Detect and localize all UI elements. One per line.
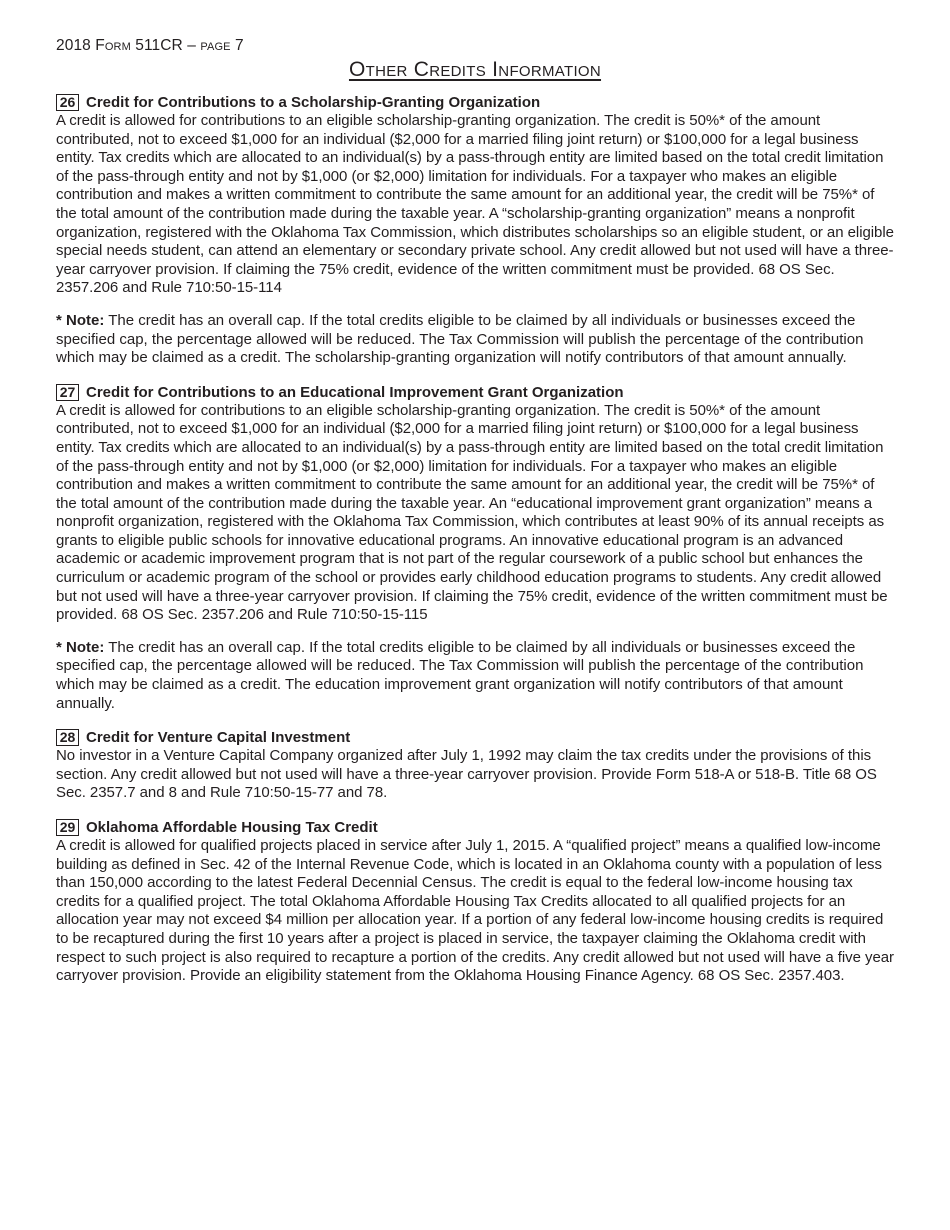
- header-form: Form 511CR: [95, 37, 183, 54]
- section-number-box: 29: [56, 819, 79, 836]
- section-29: [56, 818, 894, 986]
- section-heading: [56, 383, 894, 402]
- note-text: The credit has an overall cap. If the total credits eligible to be claimed by all individuals or businesses exceed the specified cap, the percentage allowed will be reduced. The Tax Commission will publish the percentage of the contribution which may be claimed as a credit. The scholarship-granting organization will notify contributors of that amount annually.: [56, 311, 864, 367]
- section-title: Oklahoma Affordable Housing Tax Credit: [86, 819, 378, 836]
- section-number-box: 26: [56, 94, 79, 111]
- section-body: A credit is allowed for contributions to an eligible scholarship-granting organization. The credit is 50%* of the amount contributed, not to exceed $1,000 for an individual ($2,000 for a married filing joint return) or $100,000 for a legal business entity. Tax credits which are allocated to an individual(s) by a pass-through entity are limited based on the total credit limitation of the pass-through entity and not by $1,000 (or $2,000) limitation for individuals. For a taxpayer who makes an eligible contribution and makes a written commitment to contribute the same amount for an additional year, the credit will be 75%* of the total amount of the contribution made during the taxable year. An “educational improvement grant organization” means a nonprofit organization, registered with the Oklahoma Tax Commission, which contributes at least 90% of its annual receipts as grants to eligible public schools for innovative educational programs. An innovative educational program is an advanced academic or academic improvement program that is not part of the regular coursework of a public school but enhances the curriculum or academic program of the school or provides early childhood education programs to students. Any credit allowed but not used will have a three-year carryover provision. If claiming the 75% credit, evidence of the written commitment must be provided. 68 OS Sec. 2357.206 and Rule 710:50-15-115: [56, 401, 888, 624]
- section-title: Credit for Contributions to an Educational Improvement Grant Organization: [86, 383, 624, 401]
- section-body: A credit is allowed for contributions to an eligible scholarship-granting organization. The credit is 50%* of the amount contributed, not to exceed $1,000 for an individual ($2,000 for a married filing joint return) or $100,000 for a legal business entity. Tax credits which are allocated to an individual(s) by a pass-through entity are limited based on the total credit limitation of the pass-through entity and not by $1,000 (or $2,000) limitation for individuals. For a taxpayer who makes an eligible contribution and makes a written commitment to contribute the same amount for an additional year, the credit will be 75%* of the total amount of the contribution made during the taxable year. A “scholarship-granting organization” means a nonprofit organization, registered with the Oklahoma Tax Commission, which distributes scholarships so an eligible student, or an eligible special needs student, can attend an elementary or secondary private school. Any credit allowed but not used will have a three-year carryover provision. If claiming the 75% credit, evidence of the written commitment must be provided. 68 OS Sec. 2357.206 and Rule 710:50-15-114: [56, 112, 894, 297]
- section-heading: [56, 93, 894, 112]
- section-27: [56, 383, 894, 714]
- section-28: [56, 728, 894, 803]
- header-year: 2018: [56, 37, 96, 54]
- section-note: [56, 312, 894, 368]
- section-title: Credit for Contributions to a Scholarship-Granting Organization: [86, 94, 541, 111]
- section-number-box: 27: [56, 384, 79, 401]
- note-label: * Note:: [56, 311, 105, 329]
- note-text: The credit has an overall cap. If the total credits eligible to be claimed by all individuals or businesses exceed the specified cap, the percentage allowed will be reduced. The Tax Commission will publish the percentage of the contribution which may be claimed as a credit. The education improvement grant organization will notify contributors of that amount annually.: [56, 638, 864, 712]
- section-26: [56, 93, 894, 368]
- section-number-box: 28: [56, 729, 79, 746]
- page-title: Other Credits Information: [348, 58, 602, 81]
- section-body: A credit is allowed for qualified projects placed in service after July 1, 2015. A “qualified project” means a qualified low-income building as defined in Sec. 42 of the Internal Revenue Code, which is located in an Oklahoma county with a population of less than 150,000 according to the latest Federal Decennial Census. The credit is equal to the federal low-income housing tax credits for a qualified project. The total Oklahoma Affordable Housing Tax Credits allocated to all qualified projects for an allocation year may not exceed $4 million per allocation year. If a portion of any federal low-income housing credits is required to be recaptured during the first 10 years after a project is placed in service, the taxpayer claiming the Oklahoma credit with respect to such project is also required to recapture a portion of the credits. Any credit allowed but not used will have a five year carryover provision. Provide an eligibility statement from the Oklahoma Housing Finance Agency. 68 OS Sec. 2357.403.: [56, 837, 894, 985]
- page-header: [56, 36, 894, 56]
- section-heading: [56, 818, 894, 837]
- section-note: [56, 639, 894, 713]
- note-label: * Note:: [56, 638, 105, 656]
- section-title: Credit for Venture Capital Investment: [86, 729, 351, 747]
- form-page: [56, 36, 894, 986]
- header-page: page 7: [200, 37, 244, 54]
- section-body: No investor in a Venture Capital Company organized after July 1, 1992 may claim the tax credits under the provisions of this section. Any credit allowed but not used will have a three-year carryover provision. Provide Form 518-A or 518-B. Title 68 OS Sec. 2357.7 and 8 and Rule 710:50-15-77 and 78.: [56, 747, 877, 802]
- section-heading: [56, 728, 894, 747]
- header-sep: –: [182, 37, 201, 54]
